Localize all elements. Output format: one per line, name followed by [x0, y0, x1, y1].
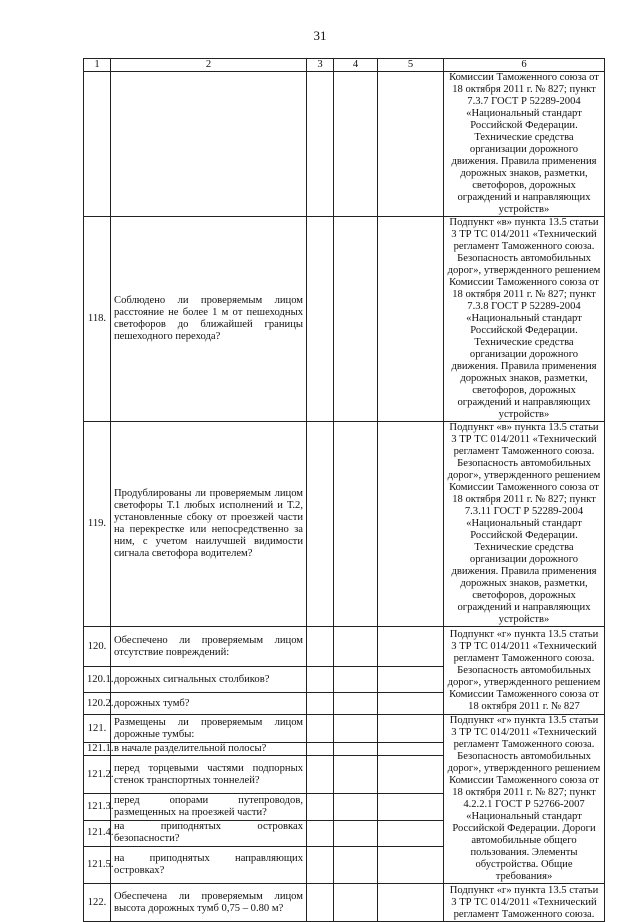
- table-row: [84, 627, 605, 667]
- empty-cell: [334, 794, 378, 820]
- empty-cell: [378, 820, 444, 846]
- empty-cell: [334, 820, 378, 846]
- col-header-6: 6: [444, 59, 605, 72]
- row-number: 120.2.: [84, 693, 111, 715]
- row-number: 121.2.: [84, 756, 111, 794]
- empty-cell: [334, 715, 378, 743]
- empty-cell: [378, 627, 444, 667]
- checklist-table: [83, 58, 605, 922]
- row-question: Обеспечено ли проверяемым лицом отсутствие повреждений:: [111, 627, 307, 667]
- row-number: 121.: [84, 715, 111, 743]
- empty-cell: [378, 667, 444, 693]
- row-question: перед торцевыми частями подпорных стенок транспортных тоннелей?: [111, 756, 307, 794]
- row-reference: Подпункт «в» пункта 13.5 статьи 3 ТР ТС 014/2011 «Технический регламент Таможенного союза. Безопасность автомобильных дорог», утвержденного решением Комиссии Таможенного союза от 18 октября 2011 г. № 827; пункт 7.3.11 ГОСТ Р 52289-2004 «Национальный стандарт Российской Федерации. Технические средства организации дорожного движения. Правила применения дорожных знаков, разметки, светофоров, дорожных ограждений и направляющих устройств»: [444, 422, 605, 627]
- row-number: 122.: [84, 884, 111, 922]
- col-header-1: 1: [84, 59, 111, 72]
- empty-cell: [334, 756, 378, 794]
- row-reference: Подпункт «г» пункта 13.5 статьи 3 ТР ТС 014/2011 «Технический регламент Таможенного союза. Безопасность автомобильных дорог», утвержденного решением Комиссии Таможенного союза от 18 октября 2011 г. № 827: [444, 627, 605, 715]
- empty-cell: [307, 693, 334, 715]
- row-number: 121.5.: [84, 846, 111, 883]
- table-row: [84, 884, 605, 922]
- empty-cell: [334, 884, 378, 922]
- table-row: [84, 217, 605, 422]
- row-reference: Подпункт «в» пункта 13.5 статьи 3 ТР ТС 014/2011 «Технический регламент Таможенного союза. Безопасность автомобильных дорог», утвержденного решением Комиссии Таможенного союза от 18 октября 2011 г. № 827; пункт 7.3.8 ГОСТ Р 52289-2004 «Национальный стандарт Российской Федерации. Технические средства организации дорожного движения. Правила применения дорожных знаков, разметки, светофоров, дорожных ограждений и направляющих устройств»: [444, 217, 605, 422]
- empty-cell: [334, 846, 378, 883]
- empty-cell: [334, 72, 378, 217]
- empty-cell: [378, 884, 444, 922]
- empty-cell: [307, 820, 334, 846]
- empty-cell: [378, 794, 444, 820]
- row-question: дорожных тумб?: [111, 693, 307, 715]
- row-reference: Комиссии Таможенного союза от 18 октября 2011 г. № 827; пункт 7.3.7 ГОСТ Р 52289-2004 «Национальный стандарт Российской Федерации. Технические средства организации дорожного движения. Правила применения дорожных знаков, разметки, светофоров, дорожных ограждений и направляющих устройств»: [444, 72, 605, 217]
- row-number: 118.: [84, 217, 111, 422]
- row-number: 121.1.: [84, 743, 111, 756]
- empty-cell: [307, 627, 334, 667]
- row-number: 119.: [84, 422, 111, 627]
- empty-cell: [334, 217, 378, 422]
- row-question: Соблюдено ли проверяемым лицом расстояние не более 1 м от пешеходных светофоров до ближайшей границы пешеходного перехода?: [111, 217, 307, 422]
- empty-cell: [307, 667, 334, 693]
- empty-cell: [307, 422, 334, 627]
- empty-cell: [307, 72, 334, 217]
- empty-cell: [378, 217, 444, 422]
- empty-cell: [378, 422, 444, 627]
- col-header-4: 4: [334, 59, 378, 72]
- empty-cell: [307, 715, 334, 743]
- table-row: [84, 715, 605, 743]
- col-header-2: 2: [111, 59, 307, 72]
- empty-cell: [378, 846, 444, 883]
- row-number: 120.1.: [84, 667, 111, 693]
- empty-cell: [334, 627, 378, 667]
- row-reference: Подпункт «г» пункта 13.5 статьи 3 ТР ТС 014/2011 «Технический регламент Таможенного союза. Безопасность автомобильных дорог», утвержденного решением Комиссии Таможенного союза от 18 октября 2011 г. № 827; пункт 4.2.2.1 ГОСТ Р 52766-2007 «Национальный стандарт Российской Федерации. Дороги автомобильные общего пользования. Элементы обустройства. Общие требования»: [444, 715, 605, 884]
- row-question: Размещены ли проверяемым лицом дорожные тумбы:: [111, 715, 307, 743]
- empty-cell: [378, 743, 444, 756]
- table-row: [84, 422, 605, 627]
- row-question: на приподнятых направляющих островках?: [111, 846, 307, 883]
- empty-cell: [334, 422, 378, 627]
- empty-cell: [307, 756, 334, 794]
- page-number: 31: [313, 28, 327, 43]
- empty-cell: [307, 217, 334, 422]
- empty-cell: [307, 846, 334, 883]
- empty-cell: [307, 794, 334, 820]
- col-header-5: 5: [378, 59, 444, 72]
- row-number: [84, 72, 111, 217]
- table-row: [84, 72, 605, 217]
- empty-cell: [378, 693, 444, 715]
- empty-cell: [378, 756, 444, 794]
- empty-cell: [307, 884, 334, 922]
- empty-cell: [334, 743, 378, 756]
- row-question: на приподнятых островках безопасности?: [111, 820, 307, 846]
- row-number: 121.3.: [84, 794, 111, 820]
- row-question: Обеспечена ли проверяемым лицом высота дорожных тумб 0,75 – 0.80 м?: [111, 884, 307, 922]
- row-number: 121.4.: [84, 820, 111, 846]
- header-row: [84, 59, 605, 72]
- row-question: дорожных сигнальных столбиков?: [111, 667, 307, 693]
- empty-cell: [378, 715, 444, 743]
- col-header-3: 3: [307, 59, 334, 72]
- empty-cell: [334, 667, 378, 693]
- row-reference: Подпункт «г» пункта 13.5 статьи 3 ТР ТС 014/2011 «Технический регламент Таможенного союза.: [444, 884, 605, 922]
- row-number: 120.: [84, 627, 111, 667]
- row-question: в начале разделительной полосы?: [111, 743, 307, 756]
- row-question: перед опорами путепроводов, размещенных на проезжей части?: [111, 794, 307, 820]
- empty-cell: [378, 72, 444, 217]
- empty-cell: [307, 743, 334, 756]
- row-question: [111, 72, 307, 217]
- row-question: Продублированы ли проверяемым лицом светофоры Т.1 любых исполнений и Т.2, установленные сбоку от проезжей части на перекрестке или непосредственно за ним, с учетом наилучшей видимости сигнала светофора водителем?: [111, 422, 307, 627]
- empty-cell: [334, 693, 378, 715]
